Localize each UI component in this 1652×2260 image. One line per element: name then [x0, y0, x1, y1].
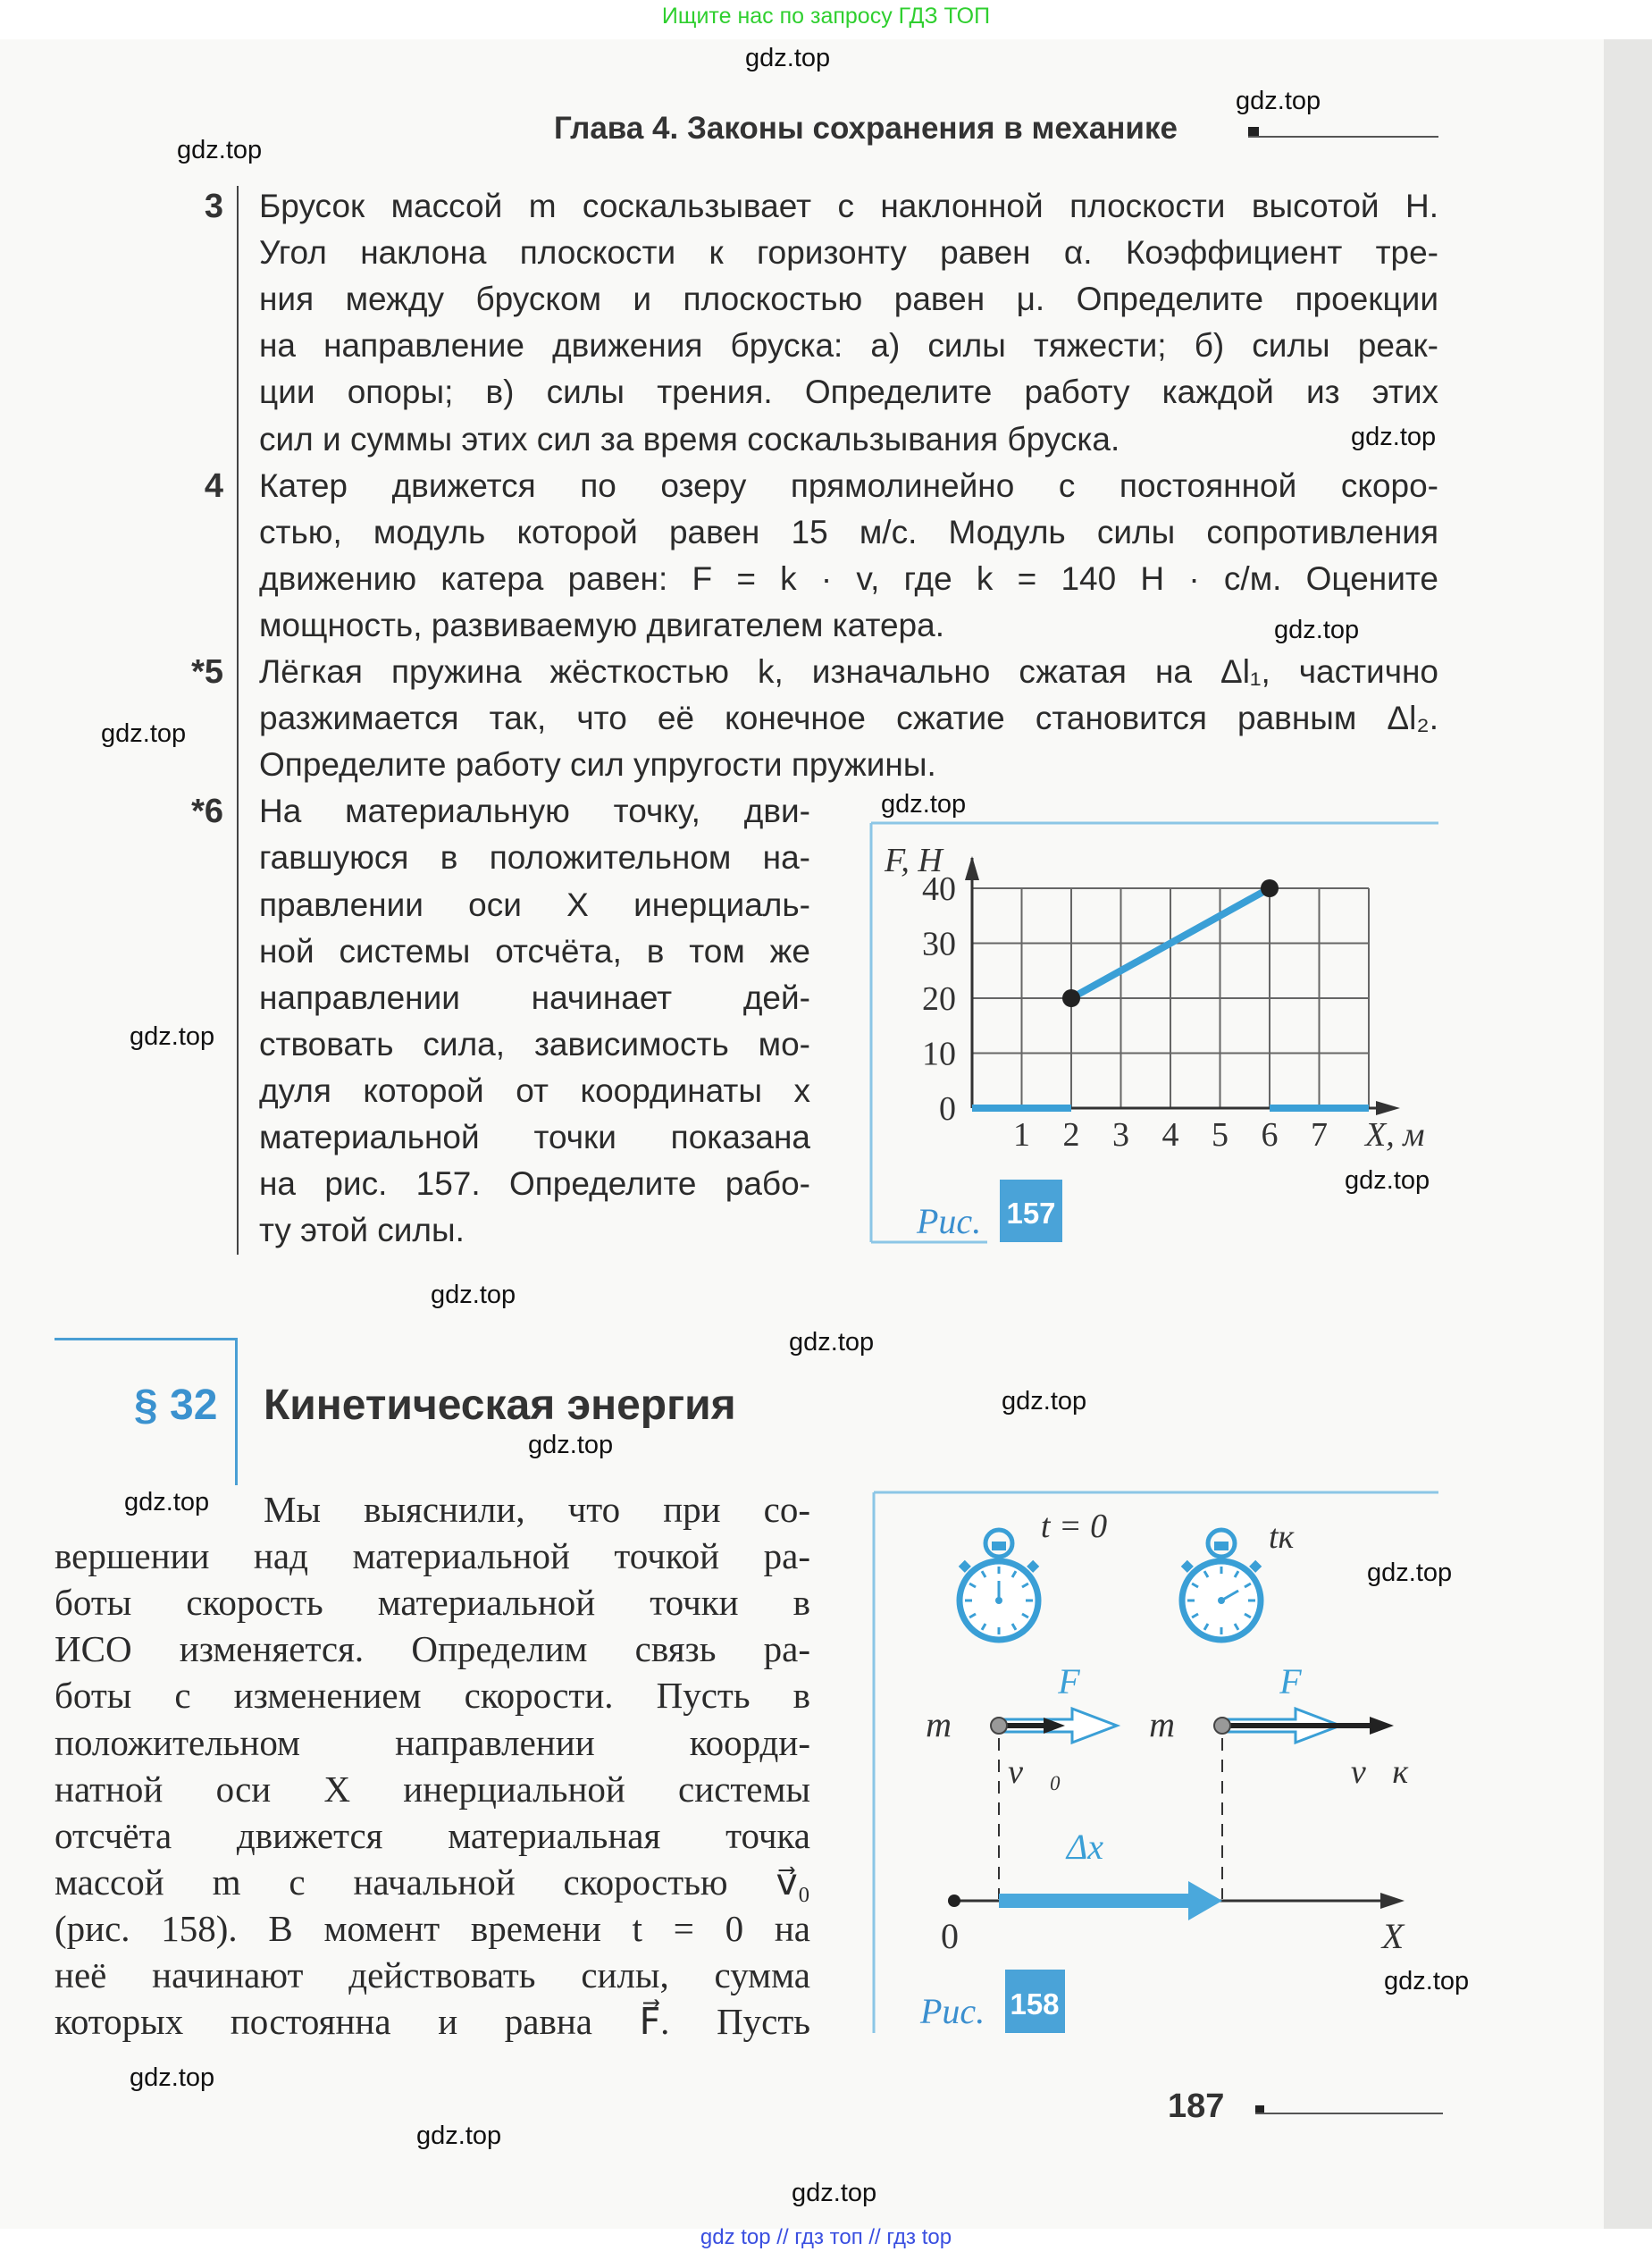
y-tick-label: 20: [922, 980, 956, 1018]
watermark: gdz.top: [1351, 423, 1437, 451]
problem-text-line: на рис. 157. Определите рабо-: [259, 1165, 810, 1203]
watermark: gdz.top: [1274, 616, 1360, 644]
x-tick-label: 7: [1311, 1116, 1328, 1154]
x-tick-label: 5: [1212, 1116, 1229, 1154]
problem-text-line: ной системы отсчёта, в том же: [259, 932, 810, 970]
y-tick-label: 40: [922, 870, 956, 908]
figure-number: 158: [1010, 1987, 1060, 2021]
figure-caption: Рис.: [917, 1201, 982, 1241]
problem-text-line: мощность, развиваемую двигателем катера.: [259, 606, 944, 643]
problem-text-line: правлении оси X инерциаль-: [259, 886, 810, 923]
chapter-header: Глава 4. Законы сохранения в механике: [554, 111, 1178, 146]
body-text-line: вершении над материальной точкой ра-: [55, 1535, 810, 1577]
watermark: gdz.top: [745, 44, 831, 72]
body-text-line: боты с изменением скорости. Пусть в: [55, 1675, 810, 1717]
bottom-banner[interactable]: gdz top // гдз топ // гдз top: [700, 2225, 952, 2249]
problem-text-line: направлении начинает дей-: [259, 979, 810, 1016]
watermark: gdz.top: [101, 719, 187, 748]
watermark: gdz.top: [1367, 1558, 1453, 1587]
problem-number: *6: [191, 793, 223, 831]
x-axis-arrow: [1376, 1101, 1400, 1115]
problem-text-line: на направление движения бруска: а) силы тяжести; б) силы реак-: [259, 327, 1438, 365]
displacement-arrow: [999, 1881, 1222, 1920]
watermark: gdz.top: [416, 2121, 502, 2150]
body-text-line: Мы выяснили, что при со-: [264, 1489, 810, 1530]
force-label-2: F⃗: [1279, 1661, 1329, 1701]
point-mass-2: [1214, 1718, 1230, 1734]
mass-label-1: m: [926, 1704, 952, 1744]
watermark: gdz.top: [431, 1281, 516, 1309]
problem-text-line: дуля которой от координаты x: [259, 1071, 810, 1109]
y-tick-label: 0: [939, 1090, 956, 1128]
body-text-line: массой m с начальной скоростью v⃗₀: [55, 1861, 810, 1903]
force-chart: [884, 842, 1424, 1154]
figure-number: 157: [1006, 1197, 1056, 1230]
data-point: [1062, 989, 1080, 1007]
problem-text-line: Катер движется по озеру прямолинейно с постоянной скоро-: [259, 466, 1438, 504]
figure-caption: Рис.: [920, 1991, 985, 2031]
watermark: gdz.top: [1002, 1387, 1087, 1416]
problem-text-line: Лёгкая пружина жёсткостью k, изначально сжатая на Δl₁, частично: [259, 653, 1438, 690]
watermark: gdz.top: [177, 136, 263, 164]
watermark: gdz.top: [528, 1431, 614, 1459]
problem-text-line: сил и суммы этих сил за время соскальзывания бруска.: [259, 420, 1120, 458]
body-text-line: которых постоянна и равна F⃗. Пусть: [55, 2001, 810, 2043]
y-tick-label: 10: [922, 1035, 956, 1073]
x-tick-label: 4: [1161, 1116, 1179, 1154]
stopwatch-start-icon: [959, 1530, 1040, 1640]
figure-158: [874, 1492, 1438, 2033]
problem-text-line: ствовать сила, зависимость мо-: [259, 1025, 810, 1063]
velocity-label-final: v⃗к: [1350, 1753, 1409, 1791]
body-text-line: неё начинают действовать силы, сумма: [55, 1954, 810, 1995]
y-axis-arrow: [965, 856, 979, 880]
problem-number: 4: [204, 466, 223, 505]
page-number: 187: [1168, 2088, 1225, 2125]
body-text-line: натной оси X инерциальной системы: [55, 1768, 810, 1810]
section-number: § 32: [134, 1382, 218, 1429]
body-text-line: (рис. 158). В момент времени t = 0 на: [55, 1907, 810, 1949]
page-number-rule: [1255, 2113, 1443, 2114]
y-axis-label: F, Н: [885, 842, 943, 879]
body-text-line: ИСО изменяется. Определим связь ра-: [55, 1628, 810, 1670]
data-point: [1261, 879, 1279, 897]
time-start-label: t = 0: [1040, 1508, 1108, 1545]
watermark: gdz.top: [124, 1488, 210, 1516]
watermark: gdz.top: [881, 790, 967, 819]
point-mass-1: [991, 1718, 1007, 1734]
problem-text-line: гавшуюся в положительном на-: [259, 839, 810, 877]
origin-label: 0: [941, 1916, 959, 1956]
problem-text-line: ту этой силы.: [259, 1212, 465, 1249]
watermark: gdz.top: [1345, 1166, 1430, 1195]
force-label-1: F⃗: [1058, 1661, 1108, 1701]
problem-text-line: разжимается так, что её конечное сжатие становится равным Δl₂.: [259, 700, 1438, 737]
watermark: gdz.top: [1236, 87, 1321, 115]
section-title: Кинетическая энергия: [264, 1382, 736, 1429]
problem-text-line: Определите работу сил упругости пружины.: [259, 746, 936, 784]
problem-text-line: ния между бруском и плоскостью равен μ. Определите проекции: [259, 281, 1438, 318]
body-text-line: отсчёта движется материальная точка: [55, 1814, 810, 1856]
problem-number: 3: [204, 188, 223, 225]
stopwatch-end-icon: [1181, 1530, 1262, 1640]
body-text-line: положительном направлении коорди-: [55, 1721, 810, 1763]
problem-text-line: Брусок массой m соскальзывает с наклонной плоскости высотой H.: [259, 188, 1438, 224]
problem-number: *5: [191, 653, 223, 691]
problem-text-line: Угол наклона плоскости к горизонту равен α. Коэффициент тре-: [259, 234, 1438, 272]
problem-text-line: движению катера равен: F = k · v, где k = 140 Н · с/м. Оцените: [259, 559, 1438, 597]
velocity-label-initial: v⃗₀: [1008, 1753, 1061, 1791]
body-text-line: боты скорость материальной точки в: [55, 1582, 810, 1624]
watermark: gdz.top: [792, 2179, 877, 2207]
watermark: gdz.top: [130, 2063, 215, 2092]
problem-text-line: стью, модуль которой равен 15 м/с. Модуль силы сопротивления: [259, 513, 1438, 550]
x-tick-label: 2: [1062, 1116, 1080, 1154]
displacement-label: Δx⃗: [1066, 1827, 1132, 1867]
velocity-arrow-2: [1370, 1717, 1394, 1735]
axis-label: X: [1381, 1916, 1405, 1956]
y-tick-label: 30: [922, 925, 956, 963]
problem-text-line: На материальную точку, дви-: [259, 793, 810, 830]
time-end-label: tк: [1269, 1518, 1295, 1556]
watermark: gdz.top: [1384, 1967, 1470, 1995]
x-tick-label: 6: [1261, 1116, 1279, 1154]
problem-text-line: ции опоры; в) силы трения. Определите работу каждой из этих: [259, 374, 1438, 411]
mass-label-2: m: [1149, 1704, 1175, 1744]
watermark: gdz.top: [130, 1022, 215, 1051]
problem-text-line: материальной точки показана: [259, 1119, 810, 1155]
watermark: gdz.top: [789, 1328, 875, 1357]
top-banner[interactable]: Ищите нас по запросу ГДЗ ТОП: [661, 4, 991, 29]
origin-point: [948, 1895, 960, 1907]
x-tick-label: 3: [1112, 1116, 1129, 1154]
x-tick-label: 1: [1013, 1116, 1030, 1154]
x-axis-label: X, м: [1365, 1116, 1425, 1154]
